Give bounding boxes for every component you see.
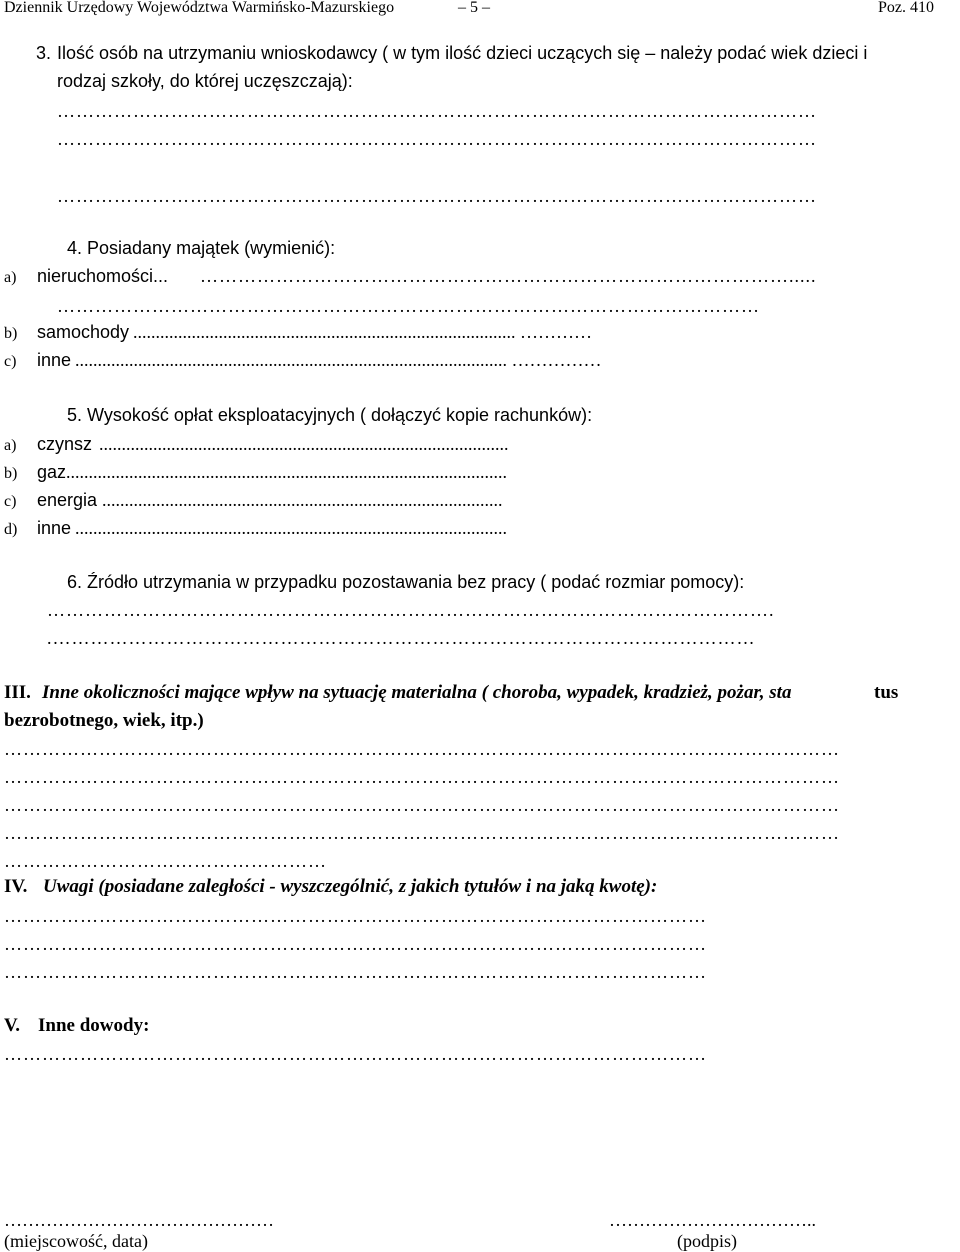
section-III-line2: bezrobotnego, wiek, itp.)	[4, 710, 204, 731]
header-page-number: – 5 –	[458, 0, 490, 16]
section-4-item-b-label: samochody	[37, 322, 130, 342]
section-5-item-b-dots: ..................................................................................................	[66, 462, 507, 482]
section-3-line1: Ilość osób na utrzymaniu wnioskodawcy ( w tym ilość dzieci uczących się – należy podać wiek dzieci i	[57, 43, 868, 63]
section-3-number: 3.	[36, 43, 52, 63]
section-3-dotted-line-3: …………………………………………………………………………………………………………	[57, 186, 817, 206]
section-4-item-c-letter: c)	[4, 353, 17, 370]
signature-dots: ……………………………..	[609, 1210, 816, 1230]
place-date-dots: ………………………………………	[4, 1210, 274, 1230]
section-6-title: 6. Źródło utrzymania w przypadku pozostawania bez pracy ( podać rozmiar pomocy):	[67, 572, 745, 592]
section-4-item-a-label: nieruchomości...	[37, 266, 169, 286]
section-4-item-c-label: inne	[37, 350, 72, 370]
section-5-item-a-label: czynsz	[37, 434, 93, 454]
header-position: Poz. 410	[878, 0, 934, 16]
section-V-title: Inne dowody:	[38, 1015, 150, 1036]
section-4-item-c-dots: ................................................................................................ ……………	[75, 350, 602, 370]
section-4-item-b-dots: ..................................................................................... …………	[133, 322, 592, 342]
section-III-dotted-line-1: ……………………………………………………………………………………………………………………	[4, 739, 840, 759]
section-IV-number: IV.	[4, 876, 28, 897]
section-4-item-a-letter: a)	[4, 269, 17, 286]
section-III-dotted-line-3: ……………………………………………………………………………………………………………………	[4, 795, 840, 815]
section-5-item-a-letter: a)	[4, 437, 17, 454]
section-5-item-d-dots: ................................................................................................	[75, 518, 507, 538]
section-5-title: 5. Wysokość opłat eksploatacyjnych ( dołączyć kopie rachunków):	[67, 405, 593, 425]
section-5-item-c-dots: .........................................................................................	[102, 490, 503, 510]
section-V-dotted-line-1: …………………………………………………………………………………………………	[4, 1044, 707, 1064]
section-5-item-b-label: gaz	[37, 462, 67, 482]
section-5-item-d-label: inne	[37, 518, 72, 538]
section-3-dotted-line-2: …………………………………………………………………………………………………………	[57, 129, 817, 149]
section-IV-dotted-line-2: …………………………………………………………………………………………………	[4, 934, 707, 954]
section-III-line1-tail: tus	[874, 682, 899, 703]
section-III-line1: Inne okoliczności mające wpływ na sytuację materialna ( choroba, wypadek, kradzież, pożar, sta	[42, 682, 792, 703]
section-4-title: 4. Posiadany majątek (wymienić):	[67, 238, 336, 258]
place-date-label: (miejscowość, data)	[4, 1231, 148, 1251]
section-5-item-c-letter: c)	[4, 493, 17, 510]
section-5-item-b-letter: b)	[4, 465, 18, 482]
section-5-item-c-label: energia	[37, 490, 98, 510]
section-III-dotted-line-4: ……………………………………………………………………………………………………………………	[4, 823, 840, 843]
header-journal-title: Dziennik Urzędowy Województwa Warmińsko-Mazurskiego	[4, 0, 395, 16]
section-III-dotted-line-2: ……………………………………………………………………………………………………………………	[4, 767, 840, 787]
section-3-dotted-line-1: …………………………………………………………………………………………………………	[57, 101, 817, 121]
section-5-item-d-letter: d)	[4, 521, 18, 538]
section-4-item-b-letter: b)	[4, 325, 18, 342]
section-IV-title: Uwagi (posiadane zaległości - wyszczególnić, z jakich tytułów i na jaką kwotę):	[43, 876, 658, 897]
section-6-dotted-line-2: .…………………………………………………………………………………………………	[47, 628, 756, 648]
section-IV-dotted-line-3: …………………………………………………………………………………………………	[4, 962, 707, 982]
section-4-item-a-dots: ………………………………………………………………………………….....	[200, 266, 817, 286]
section-6-dotted-line-1: …………………………………………………………………………………………………….	[47, 600, 775, 620]
section-III-number: III.	[4, 682, 31, 703]
section-5-item-a-dots: ...........................................................................................	[99, 434, 509, 454]
section-4-item-a-dots-cont: …………………………………………………………………………………………………	[57, 296, 760, 316]
section-IV-dotted-line-1: …………………………………………………………………………………………………	[4, 906, 707, 926]
section-III-dotted-line-5: ……………………………………………	[4, 851, 327, 871]
section-V-number: V.	[4, 1015, 21, 1036]
signature-label: (podpis)	[677, 1231, 737, 1251]
section-3-line2: rodzaj szkoły, do której uczęszczają):	[57, 71, 353, 91]
